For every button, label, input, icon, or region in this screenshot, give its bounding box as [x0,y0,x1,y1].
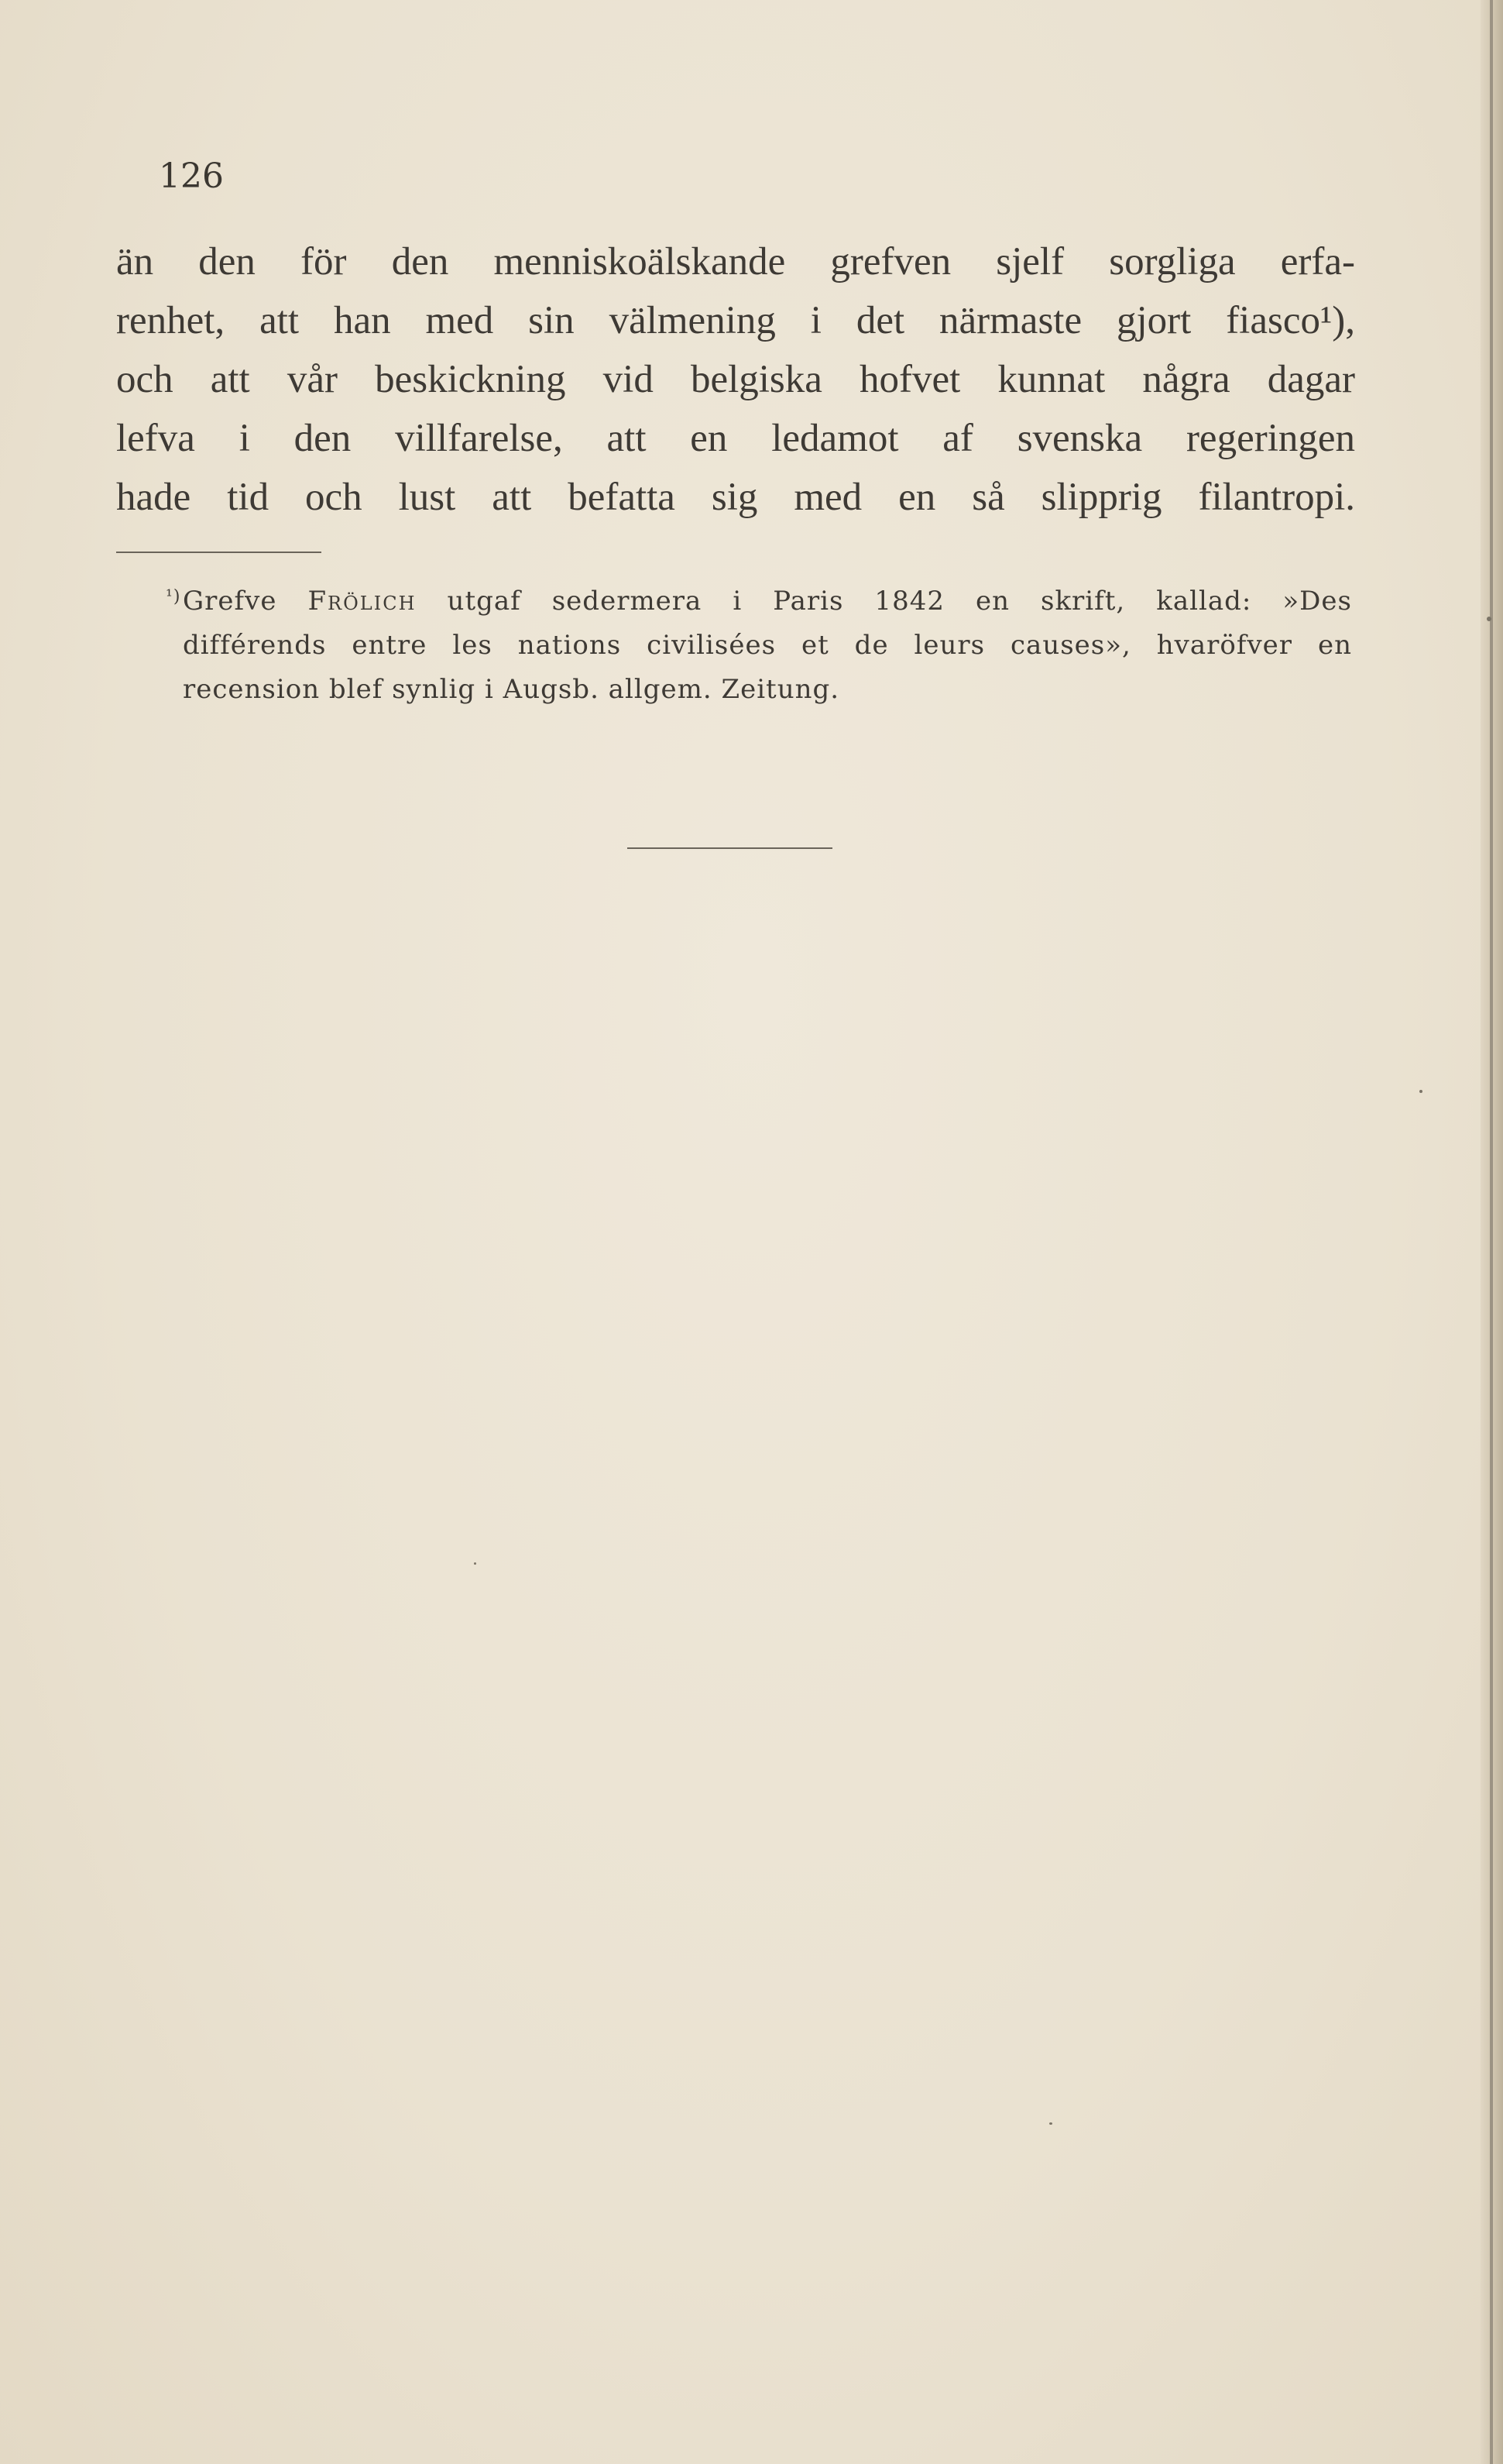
footnote-name: Frölich [307,586,417,617]
page-edge-line [1490,0,1493,2464]
footnote-marker: ¹) [166,587,181,607]
footnote-rest: utgaf sedermera i Paris 1842 en skrift, kallad: »Des [447,586,1352,617]
paper-speck [1049,2122,1052,2125]
footnote-line-1 [166,579,1352,624]
page-number: 126 [159,156,224,196]
body-line-5: hade tid och lust att befatta sig med en så slipprig filantropi. [116,476,1355,519]
footnote-line-2: différends entre les nations civilisées et de leurs causes», hvaröfver en [183,630,1352,661]
body-line-4: lefva i den villfarelse, att en ledamot af svenska regeringen [116,417,1355,460]
paper-speck [1419,1090,1422,1093]
footnote-prefix: Grefve [183,586,277,617]
body-paragraph [116,232,1355,527]
footnote-line-3: recension blef synlig i Augsb. allgem. Zeitung. [183,674,840,705]
body-line-3: och att vår beskickning vid belgiska hofvet kunnat några dagar [116,358,1355,401]
end-rule [627,847,832,849]
body-line-2: renhet, att han med sin välmening i det närmaste gjort fiasco¹), [116,299,1355,342]
body-line-1: än den för den menniskoälskande grefven sjelf sorgliga erfa- [116,240,1355,284]
paper-speck [1487,617,1491,621]
footnote [166,579,1352,712]
paper-speck [474,1562,476,1565]
footnote-separator [116,552,321,553]
